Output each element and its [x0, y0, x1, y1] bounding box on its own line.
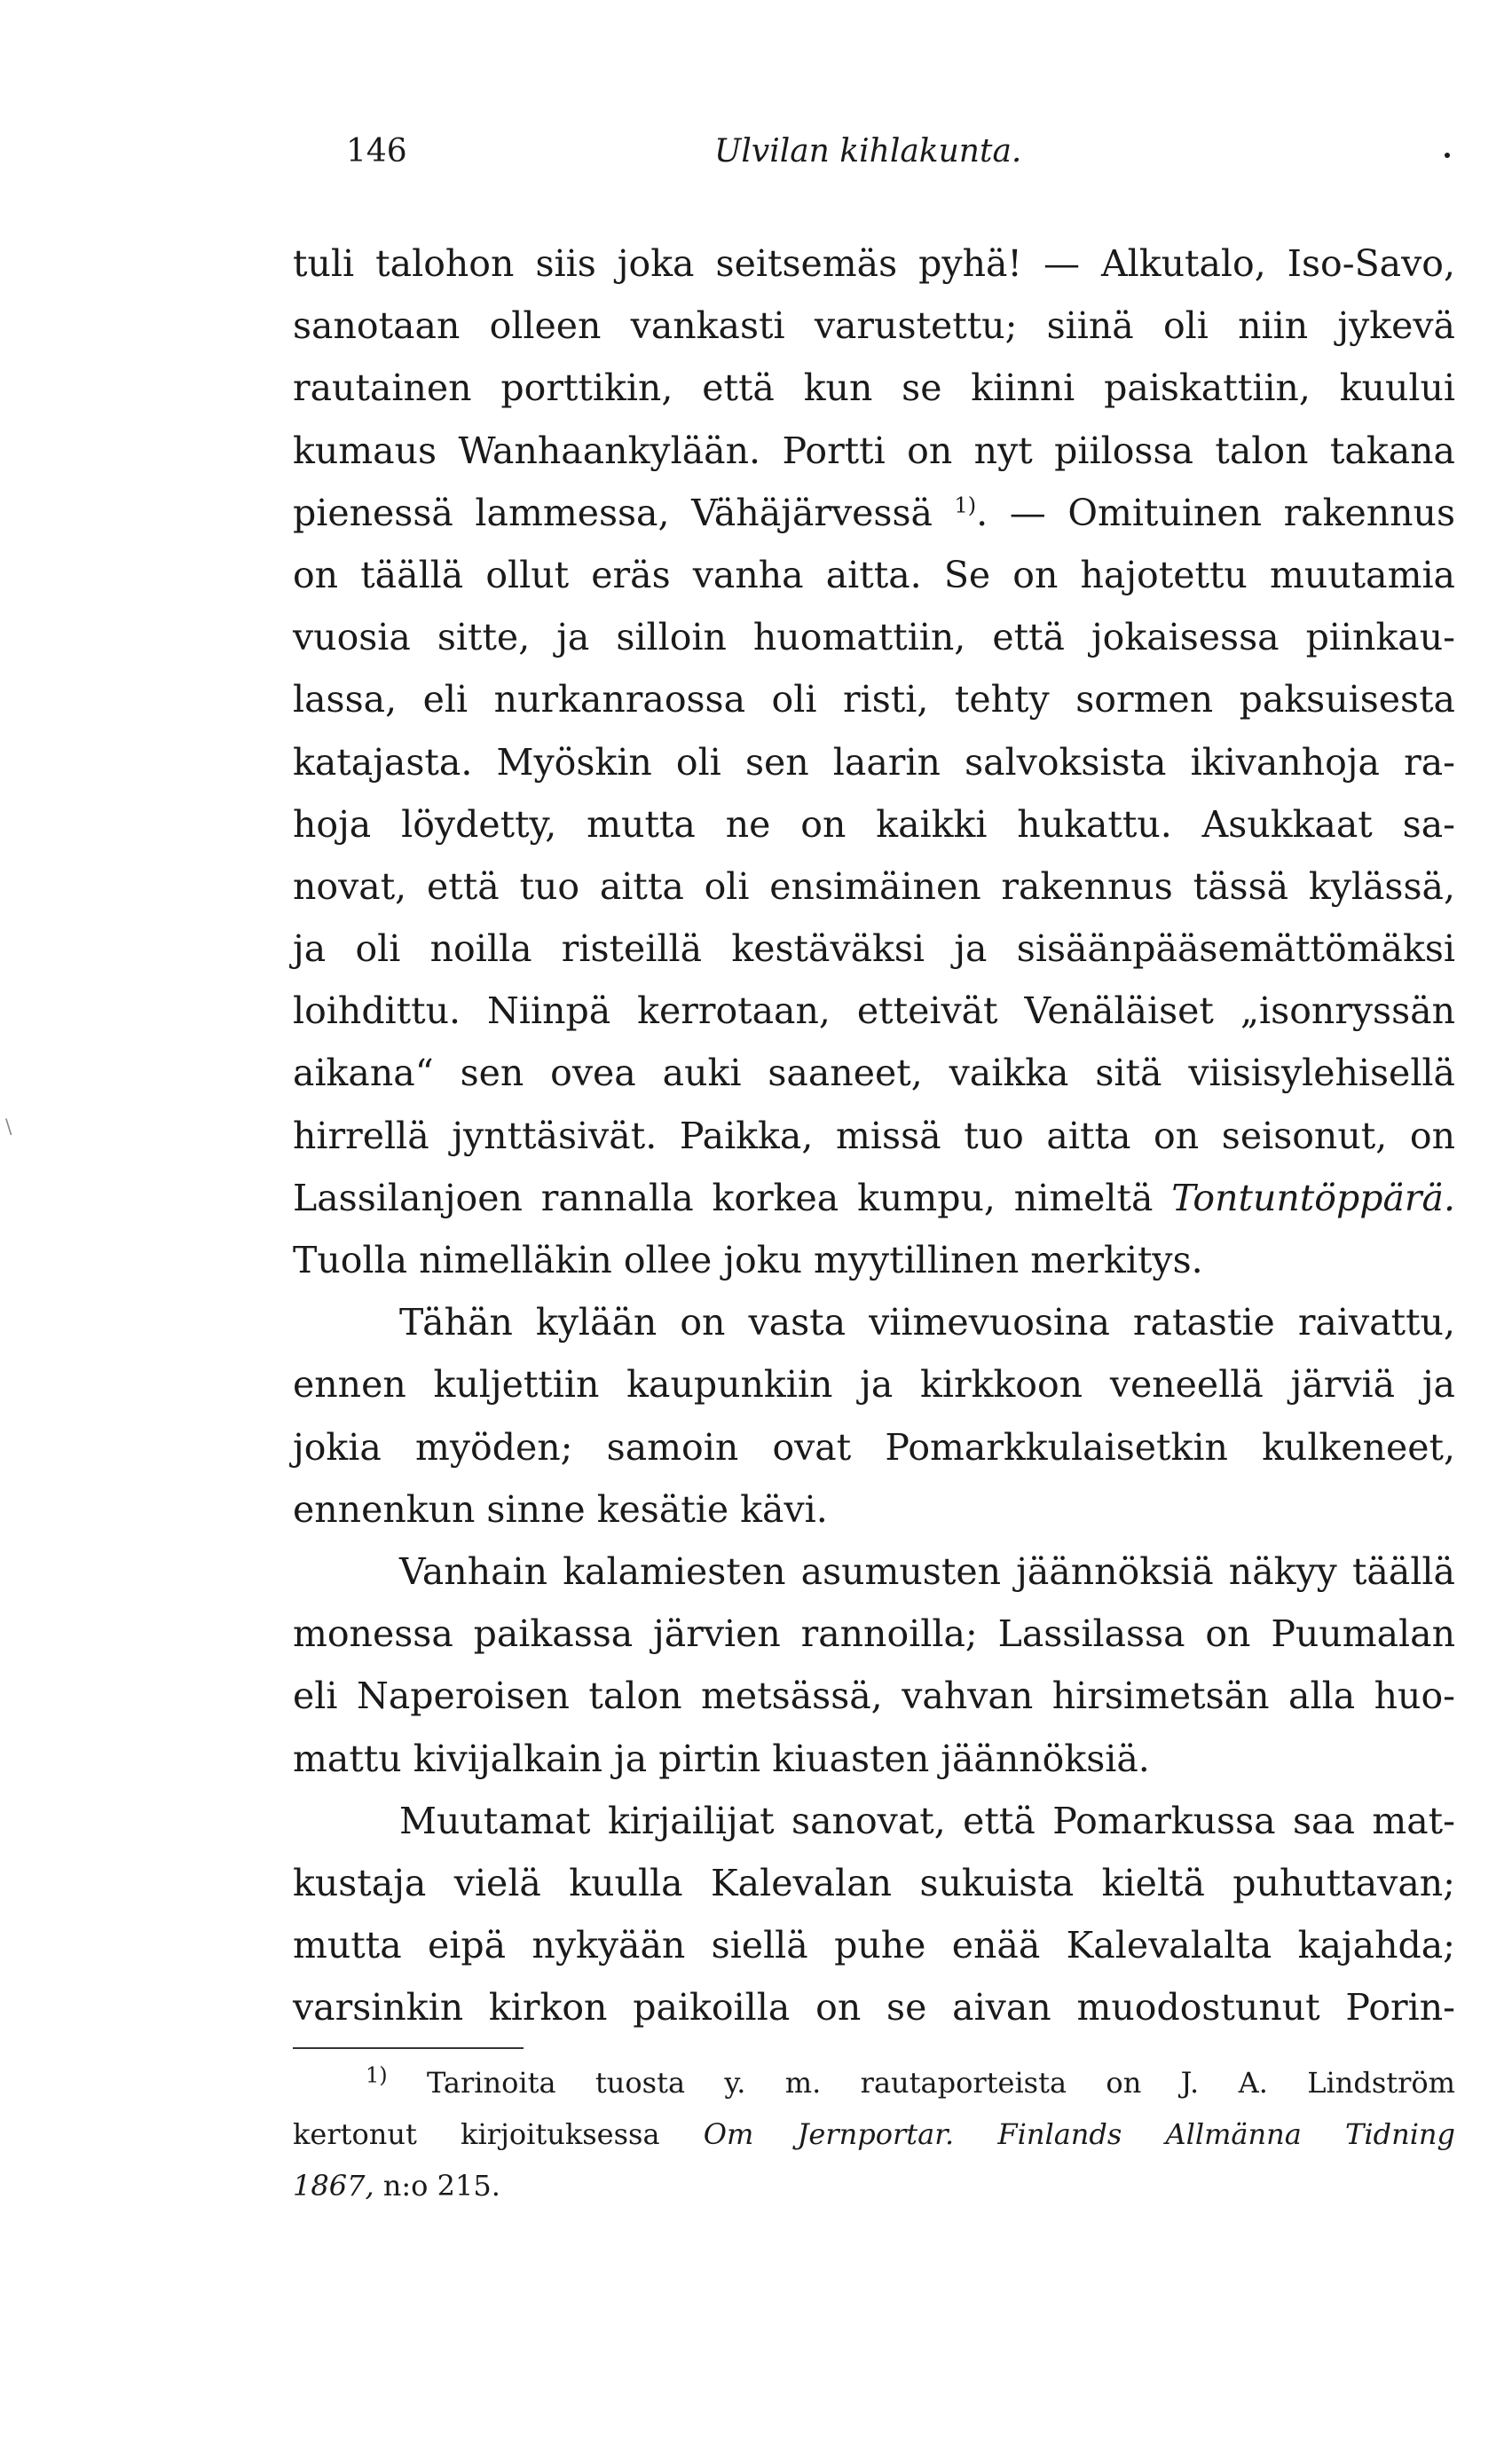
margin-mark: \ — [5, 1116, 12, 1139]
text-line: on täällä ollut eräs vanha aitta. Se on hajotettu muutamia — [293, 553, 1455, 596]
text-line — [293, 482, 1455, 544]
text-line: sanotaan olleen vankasti varustettu; siinä oli niin jykevä — [293, 304, 1455, 348]
footnote-line — [293, 2108, 1455, 2160]
ornament-dot — [1445, 153, 1450, 158]
text-line: jokia myöden; samoin ovat Pomarkkulaisetkin kulkeneet, — [293, 1425, 1455, 1469]
text-line: eli Naperoisen talon metsässä, vahvan hirsimetsän alla huo- — [293, 1675, 1455, 1718]
footnote-divider — [293, 2047, 524, 2049]
text-line: ennen kuljettiin kaupunkiin ja kirkkoon veneellä järviä ja — [293, 1363, 1455, 1407]
text-fragment: Lassilanjoen rannalla korkea kumpu, nimeltä — [293, 1176, 1154, 1219]
place-name: Tontuntöppärä. — [1171, 1176, 1455, 1219]
footnote-line — [293, 2057, 1455, 2108]
text-line: vuosia sitte, ja silloin huomattiin, että jokaisessa piinkau- — [293, 616, 1455, 659]
text-line: mutta eipä nykyään siellä puhe enää Kalevalalta kajahda; — [293, 1924, 1455, 1967]
footnote-text: kertonut kirjoituksessa — [293, 2117, 660, 2151]
text-line: hirrellä jynttäsivät. Paikka, missä tuo aitta on seisonut, on — [293, 1114, 1455, 1157]
text-fragment: . — Omituinen rakennus — [976, 491, 1455, 534]
cited-year: 1867, — [293, 2169, 374, 2203]
text-line: loihdittu. Niinpä kerrotaan, etteivät Venäläiset „isonryssän — [293, 989, 1455, 1033]
text-line: monessa paikassa järvien rannoilla; Lassilassa on Puumalan — [293, 1612, 1455, 1656]
page-header — [346, 133, 1464, 186]
page-number: 146 — [346, 133, 407, 169]
text-line: lassa, eli nurkanraossa oli risti, tehty sormen paksuisesta — [293, 678, 1455, 721]
text-line: Muutamat kirjailijat sanovat, että Pomarkussa saa mat- — [399, 1799, 1455, 1842]
text-line: Tuolla nimelläkin ollee joku myytillinen merkitys. — [293, 1239, 1203, 1281]
text-line: varsinkin kirkon paikoilla on se aivan muodostunut Porin- — [293, 1986, 1455, 2029]
footnote-text: n:o 215. — [374, 2169, 500, 2203]
text-line: aikana“ sen ovea auki saaneet, vaikka sitä viisisylehisellä — [293, 1052, 1455, 1095]
text-line — [293, 1167, 1455, 1229]
cited-title: Om Jernportar. Finlands Allmänna Tidning — [703, 2117, 1456, 2151]
text-line: tuli talohon siis joka seitsemäs pyhä! — Alkutalo, Iso-Savo, — [293, 242, 1455, 285]
footnote — [293, 2057, 1455, 2211]
text-line: novat, että tuo aitta oli ensimäinen rakennus tässä kylässä, — [293, 864, 1455, 908]
text-line: hoja löydetty, mutta ne on kaikki hukattu. Asukkaat sa- — [293, 802, 1455, 846]
text-line: katajasta. Myöskin oli sen laarin salvoksista ikivanhoja ra- — [293, 740, 1455, 784]
text-line: Vanhain kalamiesten asumusten jäännöksiä näkyy täällä — [399, 1549, 1455, 1593]
text-line: Tähän kylään on vasta viimevuosina ratastie raivattu, — [399, 1301, 1455, 1344]
text-line: ennenkun sinne kesätie kävi. — [293, 1487, 828, 1531]
text-line: kustaja vielä kuulla Kalevalan sukuista kieltä puhuttavan; — [293, 1861, 1455, 1904]
running-title: Ulvilan kihlakunta. — [714, 133, 1022, 169]
footnote-reference: 1) — [954, 493, 977, 518]
footnote-line — [293, 2160, 1455, 2211]
text-line: rautainen porttikin, että kun se kiinni paiskattiin, kuului — [293, 366, 1455, 410]
body-text — [293, 233, 1455, 2038]
footnote-marker: 1) — [366, 2062, 388, 2088]
text-line: kumaus Wanhaankylään. Portti on nyt piilossa talon takana — [293, 429, 1455, 472]
text-line: mattu kivijalkain ja pirtin kiuasten jäännöksiä. — [293, 1737, 1150, 1780]
text-fragment: pienessä lammessa, Vähäjärvessä — [293, 491, 933, 534]
footnote-text: Tarinoita tuosta y. m. rautaporteista on J. A. Lindström — [427, 2066, 1456, 2100]
text-line: ja oli noilla risteillä kestäväksi ja sisäänpääsemättömäksi — [293, 927, 1455, 971]
